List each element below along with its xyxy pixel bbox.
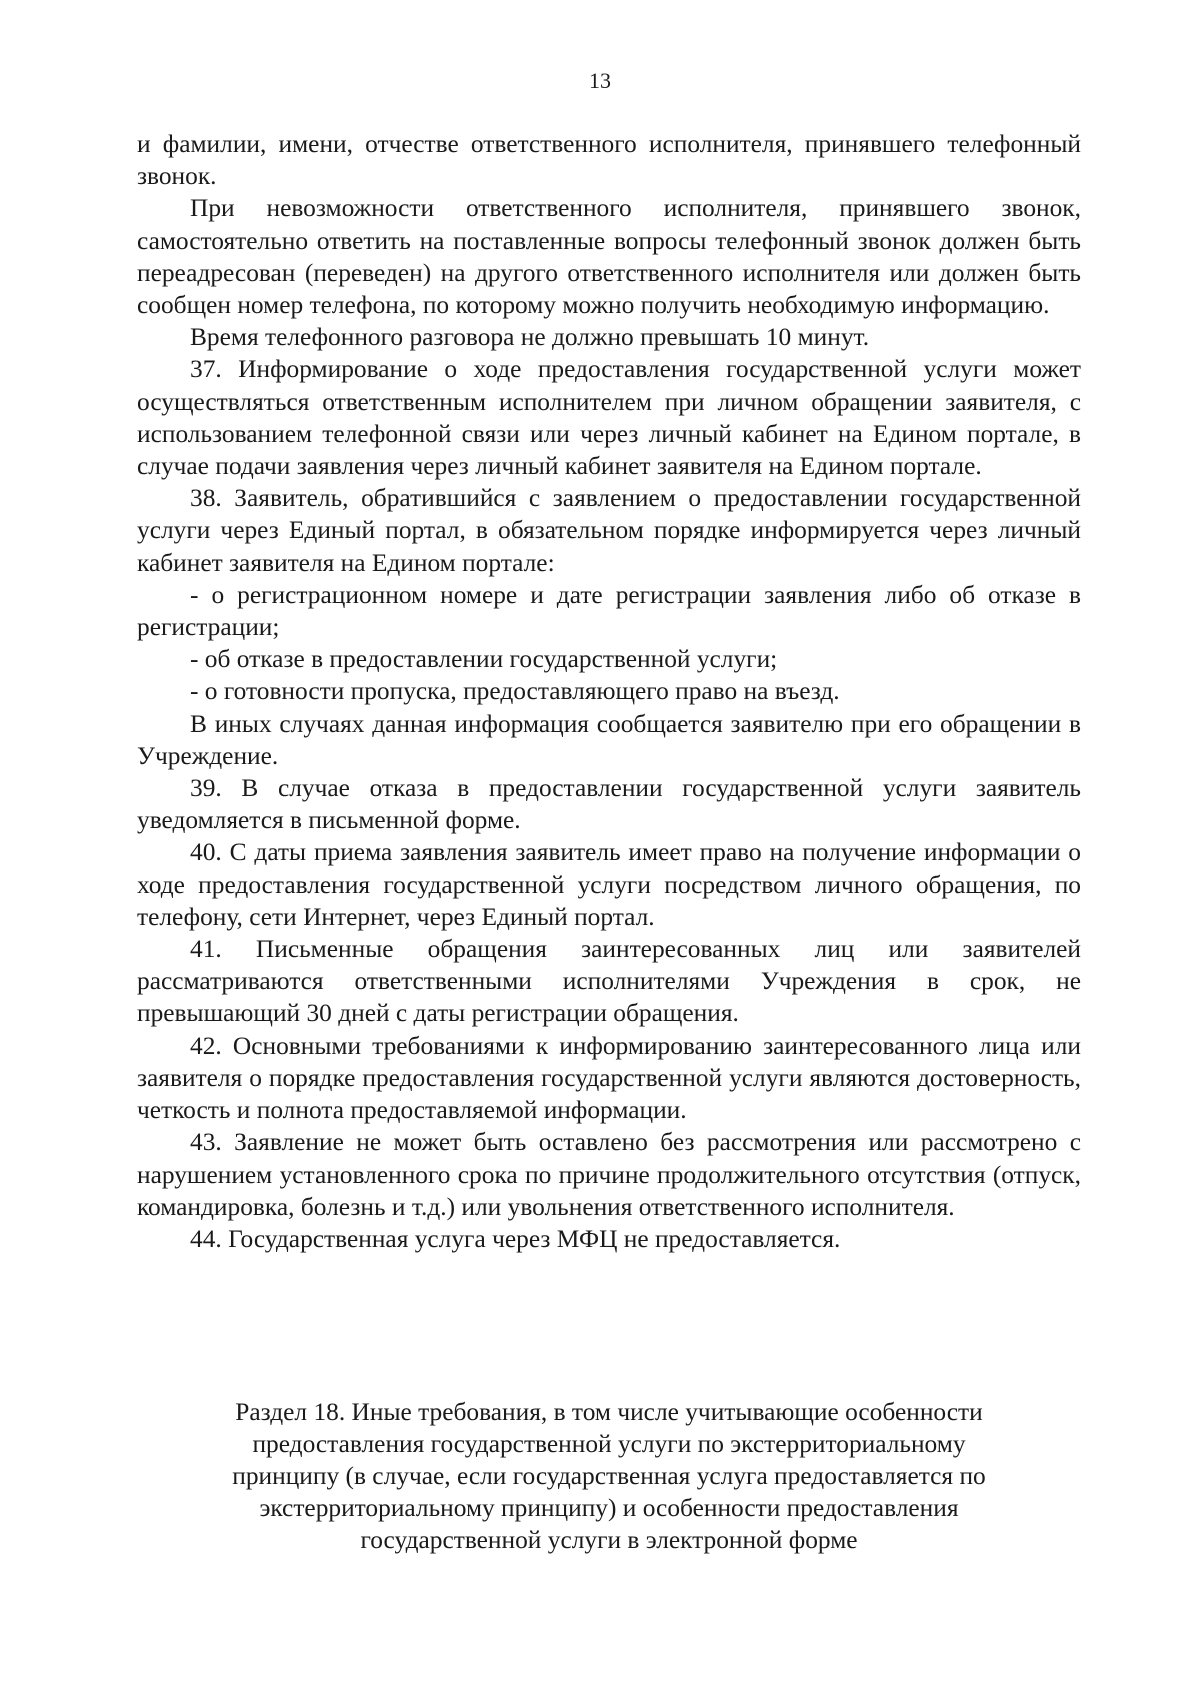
list-item-registration: - о регистрационном номере и дате регистрации заявления либо об отказе в регистрации;: [137, 580, 1081, 642]
paragraph-item-40: 40. С даты приема заявления заявитель имеет право на получение информации о ходе предоставления государственной услуги посредством личного обращения, по телефону, сети Интернет, через Единый портал.: [137, 838, 1081, 931]
paragraph-item-39: 39. В случае отказа в предоставлении государственной услуги заявитель уведомляется в письменной форме.: [137, 774, 1081, 835]
section-heading-line: принципу (в случае, если государственная услуга предоставляется по: [232, 1462, 986, 1490]
list-item-pass-ready: - о готовности пропуска, предоставляющего право на въезд.: [190, 677, 840, 706]
paragraph-call-duration: Время телефонного разговора не должно превышать 10 минут.: [190, 323, 870, 352]
paragraph-item-42: 42. Основными требованиями к информированию заинтересованного лица или заявителя о порядке предоставления государственной услуги являются достоверность, четкость и полнота предоставляемой информации.: [137, 1031, 1081, 1125]
page-number: 13: [589, 68, 611, 93]
paragraph-item-37: 37. Информирование о ходе предоставления государственной услуги может осуществляться ответственным исполнителем при личном обращении заявителя, с использованием телефонной связи или через личный кабинет на Едином портале, в случае подачи заявления через личный кабинет заявителя на Едином портале.: [137, 355, 1081, 481]
paragraph-redirect-call: При невозможности ответственного исполнителя, принявшего звонок, самостоятельно ответить на поставленные вопросы телефонный звонок должен быть переадресован (переведен) на другого ответственного исполнителя или должен быть сообщен номер телефона, по которому можно получить необходимую информацию.: [137, 194, 1081, 320]
paragraph-item-44: 44. Государственная услуга через МФЦ не предоставляется.: [190, 1224, 841, 1253]
section-heading-line: экстерриториальному принципу) и особенности предоставления: [259, 1494, 959, 1522]
paragraph-continuation: и фамилии, имени, отчестве ответственного исполнителя, принявшего телефонный звонок.: [137, 130, 1081, 191]
section-heading-line: Раздел 18. Иные требования, в том числе учитывающие особенности: [235, 1398, 983, 1426]
section-heading-line: государственной услуги в электронной форме: [360, 1526, 858, 1554]
section-heading-line: предоставления государственной услуги по экстерриториальному: [252, 1430, 966, 1458]
paragraph-item-41: 41. Письменные обращения заинтересованных лиц или заявителей рассматриваются ответственными исполнителями Учреждения в срок, не превышающий 30 дней с даты регистрации обращения.: [137, 935, 1081, 1028]
section-heading: [137, 1396, 1081, 1556]
paragraph-other-cases: В иных случаях данная информация сообщается заявителю при его обращении в Учреждение.: [137, 709, 1081, 770]
document-body: [137, 128, 1081, 1255]
list-item-refusal: - об отказе в предоставлении государственной услуги;: [190, 645, 778, 674]
paragraph-item-43: 43. Заявление не может быть оставлено без рассмотрения или рассмотрено с нарушением установленного срока по причине продолжительного отсутствия (отпуск, командировка, болезнь и т.д.) или увольнения ответственного исполнителя.: [137, 1128, 1081, 1221]
paragraph-item-38: 38. Заявитель, обратившийся с заявлением о предоставлении государственной услуги через Единый портал, в обязательном порядке информируется через личный кабинет заявителя на Едином портале:: [137, 484, 1081, 577]
